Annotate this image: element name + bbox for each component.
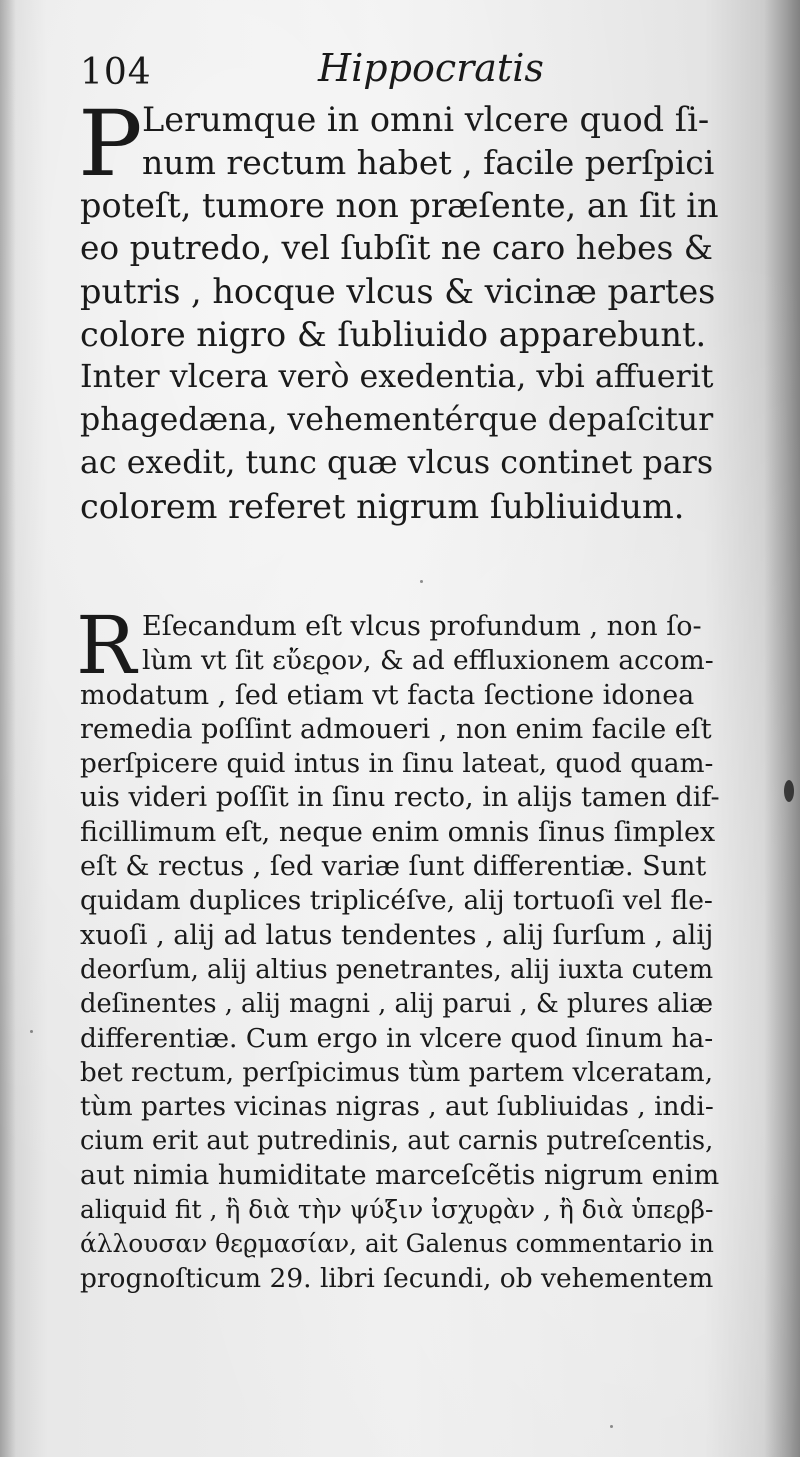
text-line: deſinentes , aliј magni , aliј parui , & plures aliæ [80, 989, 713, 1020]
text-line-greek: aliquid fit , ἢ διὰ τὴν ψύξιν ἰσχυϱὰν , ἢ διὰ ὑπεϱβ- [80, 1195, 714, 1225]
spine-shadow [764, 0, 800, 1457]
paragraph-1 [78, 90, 720, 528]
text-line: modatum , ſed etiam vt facta ſectione idonea [80, 679, 695, 711]
dropcap-p: P [78, 90, 143, 197]
dropcap-r: R [76, 599, 137, 692]
text-line: lùm vt ſit εὔεϱον, & ad effluxionem accom- [142, 645, 714, 677]
text-line: perſpicere quid intus in ſinu lateat, quod quam- [80, 749, 714, 780]
text-line: eo putredo, vel ſubſit ne caro hebes & [80, 229, 714, 267]
page-edge-shadow [0, 0, 16, 1457]
paper-speck [610, 1425, 613, 1428]
text-line: ficillimum eſt, neque enim omnis ſinus ſimplex [80, 816, 716, 848]
text-line: deorſum, aliј altius penetrantes, aliј iuxta cutem [80, 954, 714, 985]
text-line: poteſt, tumore non præſente, an ſit in [80, 186, 719, 225]
text-line: aut nimia humiditate marceſcẽtis nigrum enim [80, 1159, 720, 1191]
text-line: tùm partes vicinas nigras , aut ſubliuidas , indi- [80, 1091, 714, 1123]
text-line: prognoſticum 29. libri ſecundi, ob vehementem [80, 1262, 714, 1294]
text-line-greek: άλλουσαν θεϱμασίαν, ait Galenus commentario in [80, 1229, 714, 1259]
text-line: remedia poſſint admoueri , non enim facile eſt [80, 713, 712, 745]
text-line: eſt & rectus , ſed variæ ſunt differentiæ. Sunt [80, 851, 707, 883]
text-line: cium erit aut putredinis, aut carnis putreſcentis, [80, 1126, 714, 1157]
text-line: uis videri poſſit in ſinu recto, in aliјs tamen dif- [80, 782, 720, 814]
text-line: num rectum habet , facile perſpici [142, 143, 715, 182]
text-line: putris , hocque vlcus & vicinæ partes [80, 272, 716, 311]
text-line: xuoſi , aliј ad latus tendentes , aliј ſurſum , aliј [80, 919, 714, 951]
text-line: phagedæna, vehementérque depaſcitur [80, 402, 714, 438]
paper-speck [30, 1030, 33, 1033]
ink-blot [784, 780, 794, 802]
text-line: colorem referet nigrum ſubliuidum. [80, 487, 685, 526]
text-line: Inter vlcera verò exedentia, vbi affuerit [80, 359, 714, 395]
text-line: Eſecandum eſt vlcus profundum , non ſo- [142, 611, 702, 642]
paragraph-2 [80, 610, 720, 1296]
paper-speck [420, 580, 423, 583]
text-line: ac exedit, tunc quæ vlcus continet pars [80, 445, 714, 481]
text-line: differentiæ. Cum ergo in vlcere quod ſinum ha- [80, 1022, 714, 1054]
text-line: bet rectum, perſpicimus tùm partem vlceratam, [80, 1057, 714, 1088]
text-line: colore nigro & ſubliuido apparebunt. [80, 315, 707, 354]
page-number: 104 [80, 52, 152, 93]
running-head: Hippocratis [318, 46, 544, 90]
text-line: quidam duplices triplicéſve, aliј tortuoſi vel fle- [80, 885, 713, 917]
text-line: Lerumque in omni vlcere quod ſi- [142, 100, 710, 139]
